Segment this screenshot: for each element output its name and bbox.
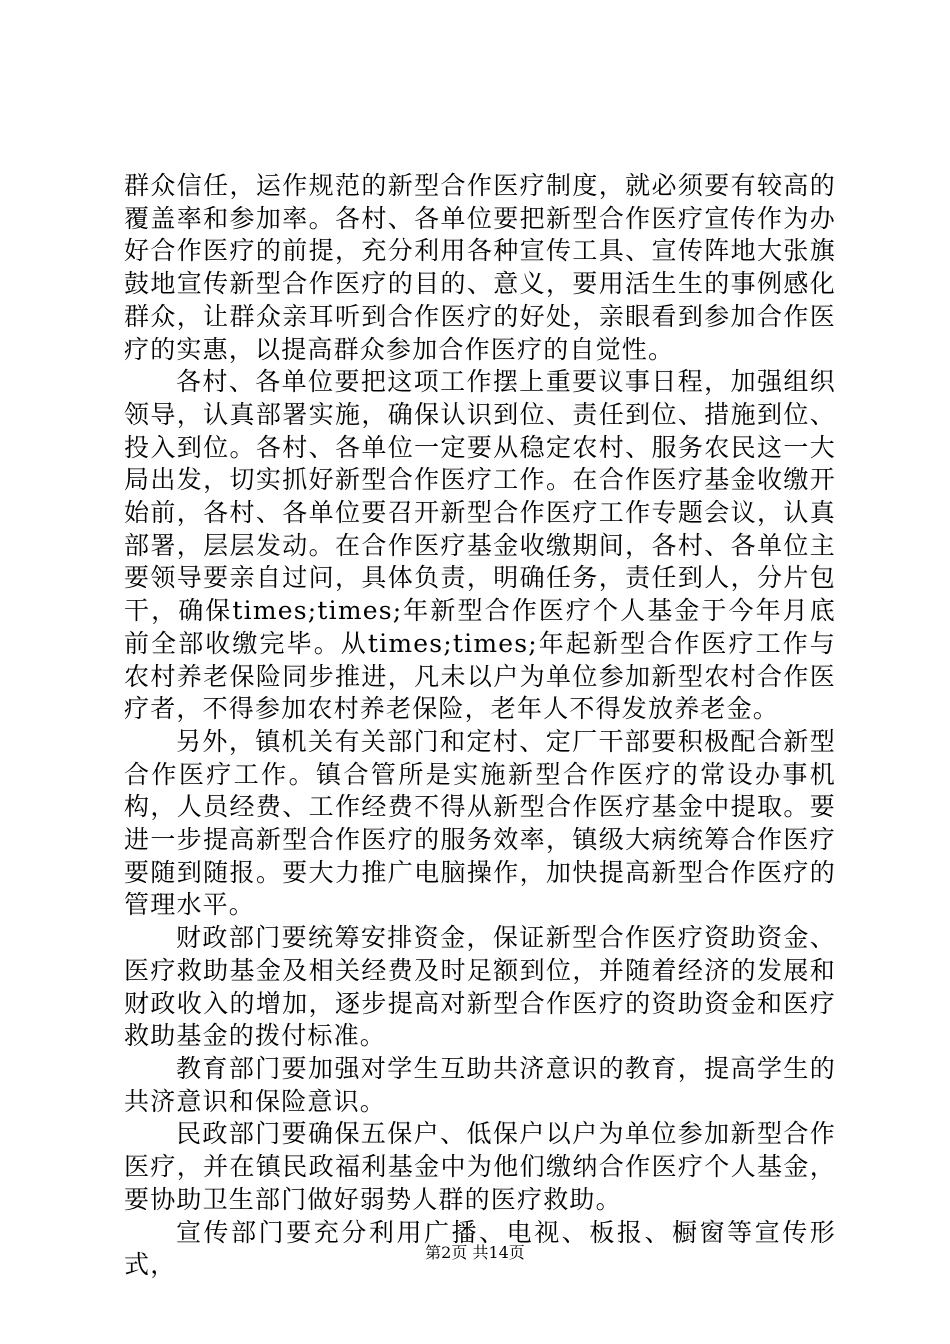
paragraph-7: 宣传部门要充分利用广播、电视、板报、橱窗等宣传形式，	[124, 1217, 836, 1280]
paragraph-4: 财政部门要统筹安排资金，保证新型合作医疗资助资金、医疗救助基金及相关经费及时足额到位，并随着经济的发展和财政收入的增加，逐步提高对新型合作医疗的资助资金和医疗救助基金的拨付标准。	[124, 923, 836, 1051]
paragraph-6: 民政部门要确保五保户、低保户以户为单位参加新型合作医疗，并在镇民政福利基金中为他们缴纳合作医疗个人基金，要协助卫生部门做好弱势人群的医疗救助。	[124, 1119, 836, 1214]
page-footer: 第2页 共14页	[425, 1243, 525, 1262]
document-body	[124, 170, 836, 1282]
paragraph-5: 教育部门要加强对学生互助共济意识的教育，提高学生的共济意识和保险意识。	[124, 1053, 836, 1116]
paragraph-1: 群众信任，运作规范的新型合作医疗制度，就必须要有较高的覆盖率和参加率。各村、各单位要把新型合作医疗宣传作为办好合作医疗的前提，充分利用各种宣传工具、宣传阵地大张旗鼓地宣传新型合作医疗的目的、意义，要用活生生的事例感化群众，让群众亲耳听到合作医疗的好处，亲眼看到参加合作医疗的实惠，以提高群众参加合作医疗的自觉性。	[124, 171, 836, 364]
paragraph-3: 另外，镇机关有关部门和定村、定厂干部要积极配合新型合作医疗工作。镇合管所是实施新型合作医疗的常设办事机构，人员经费、工作经费不得从新型合作医疗基金中提取。要进一步提高新型合作医疗的服务效率，镇级大病统筹合作医疗要随到随报。要大力推广电脑操作，加快提高新型合作医疗的管理水平。	[124, 726, 836, 920]
paragraph-2: 各村、各单位要把这项工作摆上重要议事日程，加强组织领导，认真部署实施，确保认识到位、责任到位、措施到位、投入到位。各村、各单位一定要从稳定农村、服务农民这一大局出发，切实抓好新型合作医疗工作。在合作医疗基金收缴开始前，各村、各单位要召开新型合作医疗工作专题会议，认真部署，层层发动。在合作医疗基金收缴期间，各村、各单位主要领导要亲自过问，具体负责，明确任务，责任到人，分片包干，确保times;times;年新型合作医疗个人基金于今年月底前全部收缴完毕。从times;times;年起新型合作医疗工作与农村养老保险同步推进，凡未以户为单位参加新型农村合作医疗者，不得参加农村养老保险，老年人不得发放养老金。	[124, 367, 836, 724]
